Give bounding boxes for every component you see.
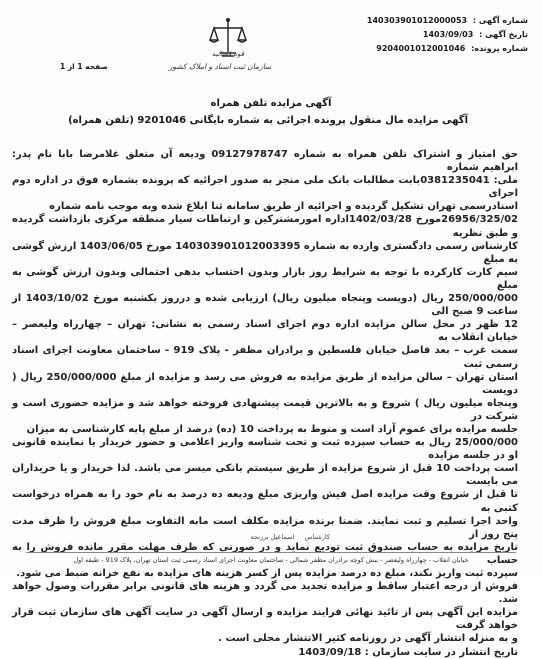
ad-number-value: 140303901012000053 — [366, 16, 468, 25]
body-line: استان تهران – سالن مزایده از طریق مزایده به فروش می رسد و مزایده از مبلغ 250/000/000 ریال ( دویست — [12, 371, 518, 396]
body-line: و به منزله انتشار آگهی در روزنامه کثیر الانتشار محلی است . — [218, 633, 518, 645]
body-line: فروش از درجه اعتبار ساقط و مزایده تجدید می گردد و هزینه های قانونی برابر مقررات وصول خواهد شد. — [12, 581, 518, 606]
body-line: جلسه مزایده برای عموم آزاد است و منوط به پرداخت 10 (ده) درصد از مبلغ پایه کارشناسی به میزان — [26, 423, 518, 435]
body-line: واحد اجرا تسلیم و ثبت نمایند. ضمنا برنده مزایده مکلف است مابه التفاوت مبلغ فروش را ظرف مدت پنج روز از — [12, 515, 518, 540]
body-line: تاریخ مزایده به حساب صندوق ثبت تودیع نماید و در صورتی که ظرف مهلت مقرر مانده فروش را به حساب — [12, 541, 518, 566]
signature-block — [0, 533, 330, 541]
ad-date-value: 1403/09/03 — [422, 30, 474, 39]
announcement-body — [12, 148, 518, 659]
signer-name: اسماعیل برزنجه — [250, 533, 295, 541]
body-line: اسنادرسمی تهران تشکیل گردیده و اجرائیه از طریق سامانه ثنا ابلاغ شده وبه موجب نامه شماره — [49, 201, 518, 213]
file-number-label: شماره پرونده: — [471, 44, 528, 53]
body-line: تاریخ انتشار در سایت سازمان : 1403/09/18 — [298, 646, 518, 658]
file-number-row — [367, 42, 528, 56]
organization-name: سازمان ثبت اسناد و املاک کشور — [168, 62, 272, 71]
footer-divider — [26, 552, 516, 553]
body-line: سپرده ثبت واریز نکند، مبلغ ده درصد مزایده پس از کسر هزینه های مزایده به نفع خزانه ضبط می شود. — [16, 568, 518, 579]
page-number: صفحه 1 از 1 — [60, 62, 108, 71]
body-line: مزایده این آگهی پس از تائید نهائی فرایند مزایده و ارسال آگهی در سایت آگهی های سازمان ثبت قرار خواهد گرفت — [12, 607, 518, 632]
judiciary-label: قوه قضائیه — [211, 50, 245, 58]
body-line: 25/000/000 ریال به حساب سپرده ثبت و تحت شناسه واریز اعلامی و حضور خریدار یا نماینده قانونی او در جلسه مزایده — [12, 437, 518, 462]
body-line: 12 ظهر در محل سالن مزایده اداره دوم اجرای اسناد رسمی به نشانی: تهران – چهارراه ولیعصر – خیابان انقلاب به — [12, 319, 518, 344]
body-line: تا قبل از شروع وقت مزایده اصل فیش واریزی مبلغ ودیعه ده درصد به نام خود را به همراه درخواست کتبی به — [12, 489, 518, 514]
body-line: سمت غرب – بعد فاصل خیابان فلسطین و برادران مظفر - پلاک 919 - ساختمان معاونت اجرای اسناد رسمی ثبت — [12, 345, 518, 370]
body-line: است پرداخت 10 قبل از شروع مزایده از طریق سیستم بانکی میسر می باشد. لذا خریدار و یا خریداران می بایست — [12, 463, 518, 488]
body-line: حق امتیاز و اشتراک تلفن همراه به شماره 09127978747 ودیعه آن متعلق غلامرضا بابا نام پدر: ابراهیم شماره — [12, 149, 518, 174]
footer-address: خیابان انقلاب - چهارراه ولیعصر - نبش کوچه برادران مظفر شمالی - ساختمان معاونت اجرای اسناد رسمی ثبت استان تهران، پلاک 919 - طبقه اول — [73, 556, 469, 564]
body-line: کارشناس رسمی دادگستری وارده به شماره 140303901012003395 مورخ 1403/06/05 ارزش گوشی به مبلغ — [12, 240, 518, 265]
ad-number-label: شماره آگهی : — [472, 16, 528, 25]
body-line: وپنجاه میلیون ریال ) شروع و به بالاترین قیمت پیشنهادی فروخته خواهد شد و مزایده حضوری است و شرکت در — [12, 397, 518, 422]
body-line: 250/000/000 ریال (دویست وپنجاه میلیون ریال) ارزیابی شده و درروز یکشنبه مورخ 1403/10/02 از ساعت 9 صبح الی — [12, 293, 519, 318]
ad-date-label: تاریخ آگهی : — [479, 30, 528, 39]
page-subtitle: آگهی مزایده مال منقول پرونده اجرائی به شماره بایگانی 9201046 (تلفن همراه) — [68, 115, 468, 126]
page-title: آگهی مزایده تلفن همراه — [210, 98, 332, 109]
body-line: ملی: 0381235041بابت مطالبات بانک ملی منجر به صدور اجرائیه که پرونده بشماره فوق در اداره دوم اجرای — [12, 175, 518, 200]
signer-role: کارشناس — [304, 533, 330, 541]
ad-date-row — [367, 28, 528, 42]
ad-number-row — [367, 14, 528, 28]
body-line: سیم کارت کارکرده با توجه به شرایط روز بازار وبدون احتساب بدهی احتمالی وبدون ارزش گوشی به مبلغ — [12, 266, 518, 291]
file-number-value: 9204001012001046 — [376, 44, 466, 53]
body-line: 26956/325/02مورخ 1402/03/28اداره امورمشترکین و ارتباطات سیار منطقه مرکزی بازداشت گردیده و طبق نظریه — [12, 214, 519, 239]
header-meta — [367, 14, 528, 56]
